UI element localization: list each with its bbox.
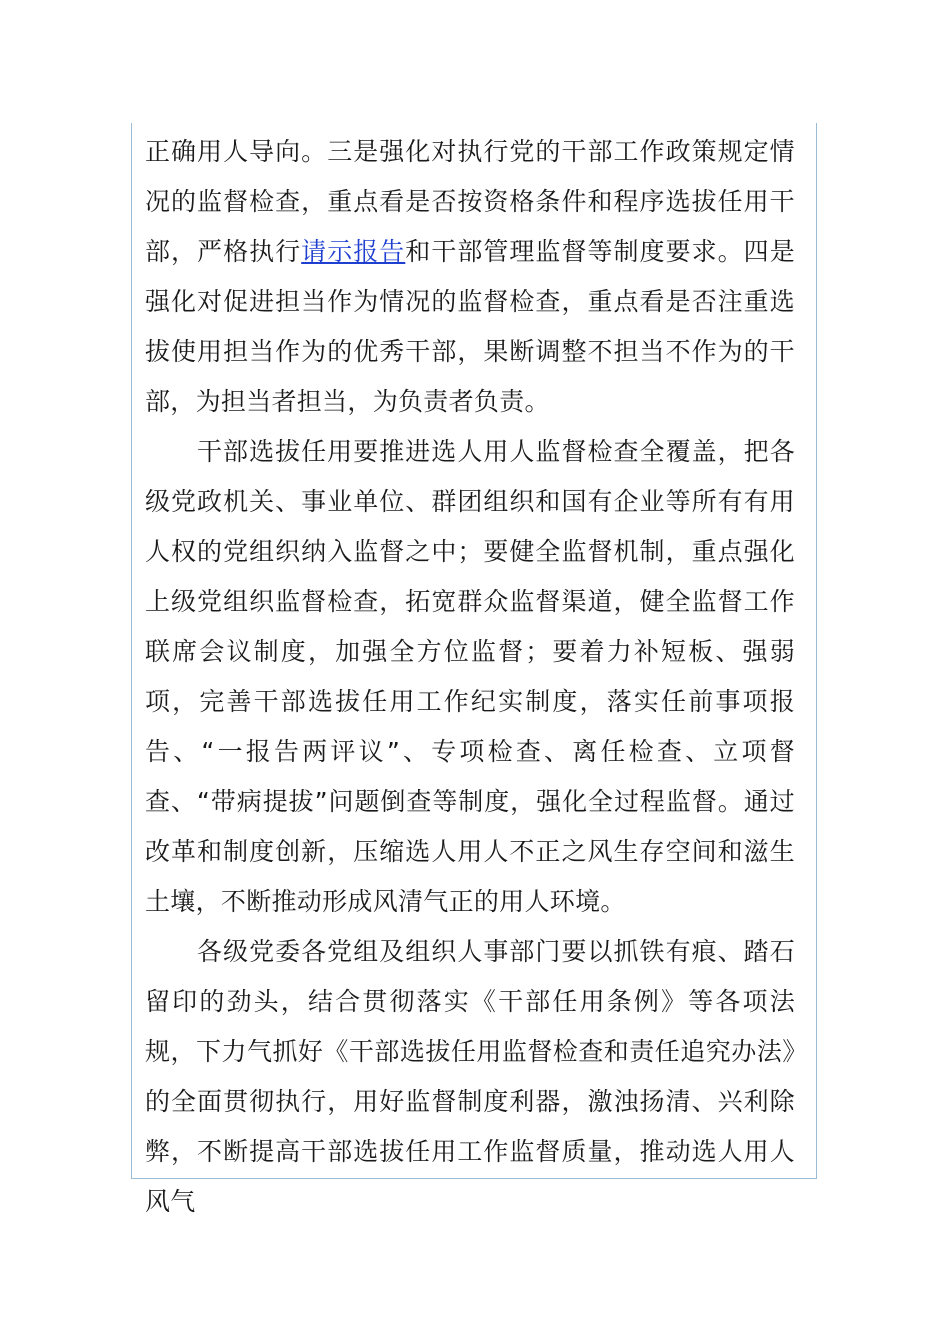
- paragraph-1: [145, 127, 795, 427]
- document-body: [145, 127, 795, 1227]
- paragraph-2: 干部选拔任用要推进选人用人监督检查全覆盖，把各级党政机关、事业单位、群团组织和国有企业等所有有用人权的党组织纳入监督之中；要健全监督机制，重点强化上级党组织监督检查，拓宽群众监督渠道，健全监督工作联席会议制度，加强全方位监督；要着力补短板、强弱项，完善干部选拔任用工作纪实制度，落实任前事项报告、“一报告两评议”、专项检查、离任检查、立项督查、“带病提拔”问题倒查等制度，强化全过程监督。通过改革和制度创新，压缩选人用人不正之风生存空间和滋生土壤，不断推动形成风清气正的用人环境。: [145, 437, 795, 916]
- paragraph-1-text-b: 和干部管理监督等制度要求。四是强化对促进担当作为情况的监督检查，重点看是否注重选拔使用担当作为的优秀干部，果断调整不担当不作为的干部，为担当者担当，为负责者负责。: [145, 237, 795, 416]
- paragraph-3: 各级党委各党组及组织人事部门要以抓铁有痕、踏石留印的劲头，结合贯彻落实《干部任用条例》等各项法规，下力气抓好《干部选拔任用监督检查和责任追究办法》的全面贯彻执行，用好监督制度利器，激浊扬清、兴利除弊，不断提高干部选拔任用工作监督质量，推动选人用人风气: [145, 937, 795, 1216]
- request-report-link[interactable]: 请示报告: [301, 237, 406, 266]
- paragraph-1-text-a: 正确用人导向。三是强化对执行党的干部工作政策规定情况的监督检查，重点看是否按资格条件和程序选拔任用干部，严格执行: [145, 137, 795, 266]
